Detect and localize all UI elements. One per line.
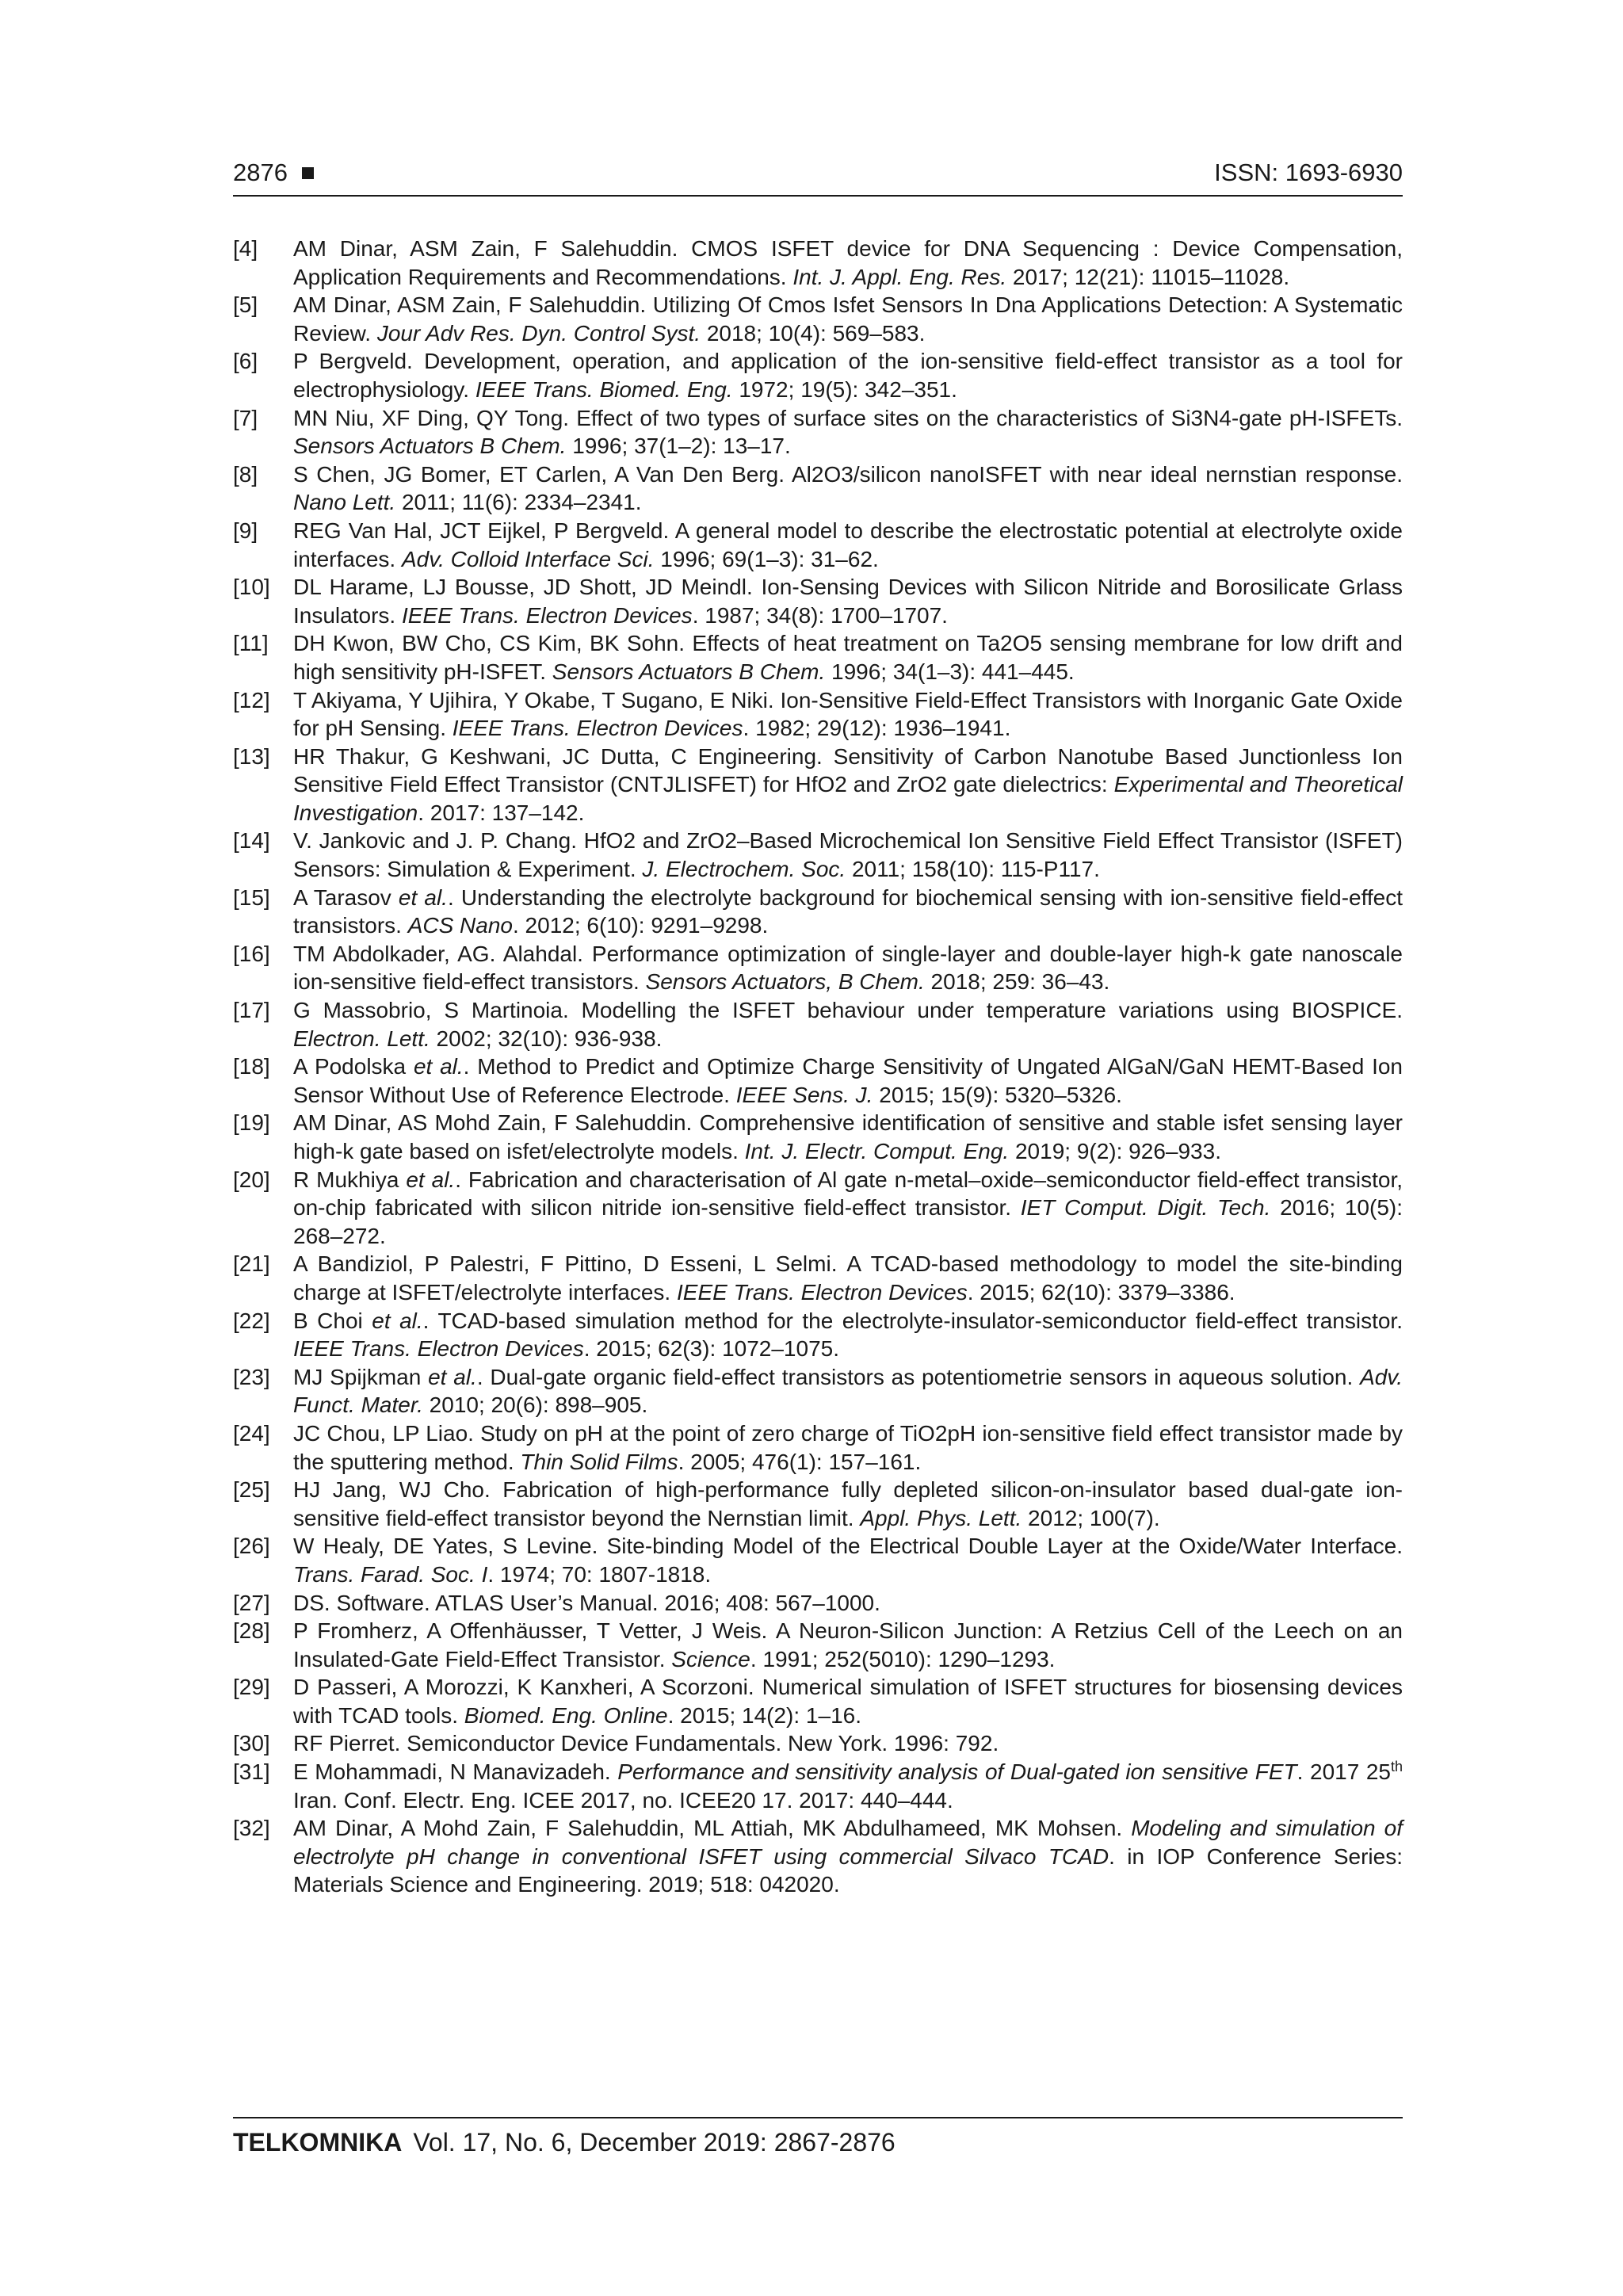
- reference-text-run: . Dual-gate organic field-effect transistors as potentiometrie sensors in aqueous solution.: [476, 1364, 1361, 1389]
- reference-italic-run: Sensors Actuators B Chem.: [552, 659, 826, 684]
- reference-text-run: P Bergveld. Development, operation, and application of the ion-sensitive field-effect transistor as a tool for electrophysiology.: [293, 349, 1403, 402]
- reference-italic-run: et al.: [398, 884, 448, 910]
- reference-text: [293, 1308, 1403, 1362]
- page-number: [233, 159, 314, 187]
- reference-italic-run: Jour Adv Res. Dyn. Control Syst.: [376, 320, 701, 346]
- reference-text-run: Iran. Conf. Electr. Eng. ICEE 2017, no. ICEE20 17. 2017: 440–444.: [293, 1787, 953, 1813]
- reference-text-run: MN Niu, XF Ding, QY Tong. Effect of two types of surface sites on the characteristics of Si3N4-gate pH-ISFETs.: [293, 405, 1403, 430]
- reference-text-run: 2010; 20(6): 898–905.: [422, 1392, 648, 1418]
- reference-text-run: 2011; 158(10): 115-P117.: [846, 857, 1100, 882]
- reference-italic-run: IEEE Trans. Electron Devices: [676, 1279, 968, 1305]
- reference-text-run: . in IOP Conference Series: Materials Science and Engineering. 2019; 518: 042020.: [293, 1843, 1403, 1897]
- reference-number: [13]: [233, 743, 270, 769]
- reference-item: [233, 827, 1403, 883]
- reference-item: [233, 1729, 1403, 1758]
- reference-italic-run: J. Electrochem. Soc.: [642, 857, 846, 882]
- reference-text-run: R Mukhiya: [293, 1167, 407, 1192]
- reference-text: [293, 1477, 1403, 1530]
- reference-italic-run: IEEE Trans. Electron Devices: [401, 602, 693, 628]
- reference-number: [8]: [233, 461, 258, 487]
- reference-text-run: . 2012; 6(10): 9291–9298.: [513, 913, 769, 938]
- reference-item: [233, 517, 1403, 573]
- reference-italic-run: Trans. Farad. Soc. I: [293, 1561, 488, 1587]
- reference-italic-run: Int. J. Appl. Eng. Res.: [792, 264, 1007, 289]
- reference-text-run: . 2015; 62(10): 3379–3386.: [967, 1279, 1235, 1305]
- reference-italic-run: et al.: [406, 1167, 456, 1192]
- reference-text: [293, 631, 1403, 684]
- reference-text-run: . 2005; 476(1): 157–161.: [678, 1449, 922, 1474]
- issn-label: ISSN: 1693-6930: [1214, 159, 1403, 186]
- reference-text-run: D Passeri, A Morozzi, K Kanxheri, A Scorzoni. Numerical simulation of ISFET structures for biosensing devices with TCAD tools.: [293, 1675, 1403, 1728]
- reference-text: [293, 942, 1403, 995]
- reference-text: [293, 1534, 1403, 1587]
- reference-text-run: 2017; 12(21): 11015–11028.: [1006, 264, 1290, 289]
- reference-item: [233, 347, 1403, 403]
- reference-text: [293, 462, 1403, 515]
- reference-item: [233, 1419, 1403, 1476]
- reference-italic-run: IEEE Sens. J.: [735, 1082, 873, 1107]
- reference-text-run: 2002; 32(10): 936-938.: [430, 1026, 663, 1051]
- reference-item: [233, 996, 1403, 1052]
- reference-number: [17]: [233, 998, 270, 1023]
- reference-text-run: T Akiyama, Y Ujihira, Y Okabe, T Sugano, E Niki. Ion-Sensitive Field-Effect Transistors with Inorganic Gate Oxide for pH Sensing.: [293, 687, 1403, 741]
- reference-text: [293, 998, 1403, 1051]
- reference-item: [233, 235, 1403, 291]
- reference-text: [293, 1816, 1403, 1897]
- page-header: [233, 155, 1403, 197]
- reference-item: [233, 940, 1403, 996]
- reference-item: [233, 1363, 1403, 1419]
- reference-text-run: HR Thakur, G Keshwani, JC Dutta, C Engineering. Sensitivity of Carbon Nanotube Based Junctionless Ion Sensitive Field Effect Transistor (CNTJLISFET) for HfO2 and ZrO2 gate dielectrics:: [293, 743, 1403, 797]
- reference-italic-run: Science: [671, 1646, 750, 1671]
- reference-italic-run: Adv. Colloid Interface Sci.: [401, 546, 655, 571]
- reference-text: [293, 575, 1403, 628]
- reference-number: [24]: [233, 1420, 270, 1446]
- reference-italic-run: Nano Lett.: [293, 490, 396, 515]
- reference-item: [233, 1532, 1403, 1588]
- reference-text-run: . 1974; 70: 1807-1818.: [487, 1561, 712, 1587]
- reference-number: [23]: [233, 1364, 270, 1389]
- reference-text-run: . Fabrication and characterisation of Al gate n-metal–oxide–semiconductor field-effect transistor, on-chip fabricated with silicon nitride ion-sensitive field-effect transistor.: [293, 1167, 1403, 1221]
- reference-number: [14]: [233, 828, 270, 854]
- reference-text-run: 2012; 100(7).: [1022, 1505, 1160, 1530]
- reference-text-run: 1972; 19(5): 342–351.: [732, 376, 957, 402]
- reference-number: [5]: [233, 292, 258, 318]
- reference-list: [233, 235, 1403, 1899]
- reference-text-run: DS. Software. ATLAS User’s Manual. 2016; 408: 567–1000.: [293, 1590, 880, 1615]
- reference-number: [30]: [233, 1731, 270, 1756]
- reference-italic-run: et al.: [428, 1364, 477, 1389]
- reference-text-run: . 2017 25: [1296, 1759, 1391, 1785]
- reference-text-run: E Mohammadi, N Manavizadeh.: [293, 1759, 618, 1785]
- reference-text: [293, 518, 1403, 571]
- reference-number: [7]: [233, 405, 258, 430]
- reference-text: [293, 1054, 1403, 1107]
- reference-text-run: 1996; 34(1–3): 441–445.: [825, 659, 1075, 684]
- reference-italic-run: Experimental and Theoretical Investigation: [293, 772, 1403, 825]
- reference-text-run: A Tarasov: [293, 884, 399, 910]
- reference-item: [233, 1052, 1403, 1109]
- reference-text-run: AM Dinar, ASM Zain, F Salehuddin. Utilizing Of Cmos Isfet Sensors In Dna Applications Detection: A Systematic Review.: [293, 292, 1403, 346]
- reference-italic-run: Modeling and simulation of electrolyte pH change in conventional ISFET using commercial Silvaco TCAD: [293, 1816, 1403, 1869]
- reference-item: [233, 1617, 1403, 1673]
- reference-text: [293, 1618, 1403, 1671]
- reference-italic-run: Sensors Actuators B Chem.: [293, 434, 567, 459]
- reference-item: [233, 686, 1403, 743]
- reference-number: [18]: [233, 1054, 270, 1079]
- reference-item: [233, 460, 1403, 517]
- reference-italic-run: Thin Solid Films: [520, 1449, 678, 1474]
- reference-text-run: 1996; 69(1–3): 31–62.: [654, 546, 879, 571]
- reference-italic-run: ACS Nano: [407, 913, 513, 938]
- reference-text: [293, 744, 1403, 825]
- reference-text-run: DH Kwon, BW Cho, CS Kim, BK Sohn. Effects of heat treatment on Ta2O5 sensing membrane for low drift and high sensitivity pH-ISFET.: [293, 631, 1403, 684]
- reference-text-run: . 2015; 14(2): 1–16.: [667, 1702, 861, 1728]
- reference-text: [293, 1421, 1403, 1474]
- reference-text-run: . 1991; 252(5010): 1290–1293.: [750, 1646, 1056, 1671]
- reference-text: [293, 349, 1403, 402]
- reference-item: [233, 1166, 1403, 1251]
- reference-text-run: AM Dinar, A Mohd Zain, F Salehuddin, ML Attiah, MK Abdulhameed, MK Mohsen.: [293, 1816, 1132, 1841]
- reference-text-run: A Podolska: [293, 1054, 414, 1079]
- reference-italic-run: Adv. Funct. Mater.: [293, 1364, 1403, 1418]
- reference-item: [233, 1476, 1403, 1532]
- reference-italic-run: Appl. Phys. Lett.: [860, 1505, 1022, 1530]
- reference-item: [233, 884, 1403, 940]
- reference-item: [233, 291, 1403, 347]
- reference-italic-run: IET Comput. Digit. Tech.: [1020, 1195, 1271, 1221]
- reference-text: [293, 1731, 999, 1755]
- reference-number: [28]: [233, 1618, 270, 1644]
- reference-text-run: 2019; 9(2): 926–933.: [1009, 1139, 1221, 1163]
- reference-text-run: V. Jankovic and J. P. Chang. HfO2 and ZrO2–Based Microchemical Ion Sensitive Field Effect Transistor (ISFET) Sensors: Simulation & Experiment.: [293, 828, 1403, 882]
- reference-italic-run: Electron. Lett.: [293, 1026, 430, 1051]
- reference-text-run: B Choi: [293, 1308, 372, 1333]
- reference-item: [233, 1758, 1403, 1814]
- reference-text-run: . 1982; 29(12): 1936–1941.: [743, 716, 1011, 741]
- reference-italic-run: Int. J. Electr. Comput. Eng.: [744, 1139, 1010, 1163]
- reference-text: [293, 1167, 1403, 1248]
- reference-text-run: AM Dinar, AS Mohd Zain, F Salehuddin. Comprehensive identification of sensitive and stable isfet sensing layer high-k gate based on isfet/electrolyte models.: [293, 1110, 1403, 1163]
- reference-text-run: G Massobrio, S Martinoia. Modelling the ISFET behaviour under temperature variations using BIOSPICE.: [293, 998, 1403, 1023]
- reference-item: [233, 1307, 1403, 1363]
- reference-text: [293, 1591, 880, 1615]
- reference-number: [19]: [233, 1110, 270, 1136]
- reference-text-run: W Healy, DE Yates, S Levine. Site-binding Model of the Electrical Double Layer at the Oxide/Water Interface.: [293, 1534, 1403, 1559]
- journal-issue-details: Vol. 17, No. 6, December 2019: 2867-2876: [413, 2128, 896, 2157]
- reference-text: [293, 1675, 1403, 1728]
- reference-italic-run: et al.: [372, 1308, 423, 1333]
- reference-item: [233, 1109, 1403, 1165]
- reference-text-run: . TCAD-based simulation method for the electrolyte-insulator-semiconductor field-effect transistor.: [422, 1308, 1403, 1333]
- reference-text-run: . Understanding the electrolyte background for biochemical sensing with ion-sensitive field-effect transistors.: [293, 884, 1403, 938]
- reference-number: [21]: [233, 1251, 270, 1277]
- reference-text-run: . 2017: 137–142.: [418, 800, 585, 825]
- reference-text-run: MJ Spijkman: [293, 1364, 429, 1389]
- reference-italic-run: Biomed. Eng. Online: [464, 1702, 668, 1728]
- reference-item: [233, 1673, 1403, 1729]
- reference-number: [29]: [233, 1675, 270, 1700]
- reference-italic-run: IEEE Trans. Electron Devices: [452, 716, 743, 741]
- reference-item: [233, 1814, 1403, 1899]
- reference-text-run: AM Dinar, ASM Zain, F Salehuddin. CMOS ISFET device for DNA Sequencing : Device Compensation, Application Requirements and Recommendations.: [293, 236, 1403, 289]
- reference-text: [293, 1110, 1403, 1163]
- reference-text: [293, 292, 1403, 346]
- reference-item: [233, 743, 1403, 827]
- reference-item: [233, 1250, 1403, 1306]
- reference-text-run: DL Harame, LJ Bousse, JD Shott, JD Meindl. Ion-Sensing Devices with Silicon Nitride and Borosilicate Grlass Insulators.: [293, 575, 1403, 628]
- reference-item: [233, 1589, 1403, 1618]
- reference-number: [32]: [233, 1816, 270, 1841]
- reference-text-run: P Fromherz, A Offenhäusser, T Vetter, J Weis. A Neuron-Silicon Junction: A Retzius Cell of the Leech on an Insulated-Gate Field-Effect Transistor.: [293, 1618, 1403, 1671]
- reference-number: [26]: [233, 1534, 270, 1559]
- reference-number: [16]: [233, 941, 270, 966]
- reference-text-run: 1996; 37(1–2): 13–17.: [566, 434, 791, 459]
- page-number-text: 2876: [233, 159, 288, 186]
- reference-superscript: th: [1390, 1759, 1403, 1775]
- reference-number: [11]: [233, 631, 269, 656]
- reference-text-run: 2018; 259: 36–43.: [924, 969, 1110, 995]
- reference-item: [233, 404, 1403, 460]
- reference-text-run: JC Chou, LP Liao. Study on pH at the point of zero charge of TiO2pH ion-sensitive field effect transistor made by the sputtering method.: [293, 1420, 1403, 1474]
- reference-text-run: 2016; 10(5): 268–272.: [293, 1195, 1403, 1248]
- reference-text: [293, 1251, 1403, 1305]
- reference-text-run: RF Pierret. Semiconductor Device Fundamentals. New York. 1996: 792.: [293, 1731, 999, 1756]
- reference-italic-run: Sensors Actuators, B Chem.: [645, 969, 925, 995]
- square-bullet-icon: [302, 167, 314, 179]
- reference-text-run: HJ Jang, WJ Cho. Fabrication of high-performance fully depleted silicon-on-insulator based dual-gate ion-sensitive field-effect transistor beyond the Nernstian limit.: [293, 1477, 1403, 1530]
- reference-italic-run: et al.: [413, 1054, 464, 1079]
- reference-text-run: TM Abdolkader, AG. Alahdal. Performance optimization of single-layer and double-layer high-k gate nanoscale ion-sensitive field-effect transistors.: [293, 941, 1403, 995]
- reference-italic-run: IEEE Trans. Electron Devices: [293, 1336, 584, 1362]
- reference-text: [293, 236, 1403, 289]
- reference-item: [233, 629, 1403, 686]
- page-footer: [233, 2117, 1403, 2157]
- reference-text-run: 2011; 11(6): 2334–2341.: [395, 490, 642, 515]
- reference-text-run: . 1987; 34(8): 1700–1707.: [692, 602, 948, 628]
- reference-text: [293, 828, 1403, 881]
- reference-number: [27]: [233, 1590, 270, 1615]
- reference-text: [293, 1365, 1403, 1418]
- reference-text-run: 2015; 15(9): 5320–5326.: [873, 1082, 1122, 1107]
- reference-text-run: S Chen, JG Bomer, ET Carlen, A Van Den Berg. Al2O3/silicon nanoISFET with near ideal nernstian response.: [293, 461, 1403, 487]
- reference-italic-run: Performance and sensitivity analysis of Dual-gated ion sensitive FET: [617, 1759, 1297, 1785]
- reference-text-run: . Method to Predict and Optimize Charge Sensitivity of Ungated AlGaN/GaN HEMT-Based Ion Sensor Without Use of Reference Electrode.: [293, 1054, 1403, 1107]
- reference-number: [31]: [233, 1759, 270, 1785]
- reference-text: [293, 688, 1403, 741]
- journal-name: TELKOMNIKA: [233, 2128, 403, 2157]
- reference-number: [22]: [233, 1308, 270, 1333]
- reference-number: [10]: [233, 575, 270, 600]
- reference-number: [15]: [233, 884, 270, 910]
- reference-italic-run: IEEE Trans. Biomed. Eng.: [475, 376, 733, 402]
- reference-text: [293, 1759, 1403, 1813]
- reference-number: [12]: [233, 687, 270, 712]
- reference-number: [20]: [233, 1167, 270, 1192]
- reference-text: [293, 406, 1403, 459]
- reference-number: [25]: [233, 1477, 270, 1503]
- reference-number: [4]: [233, 236, 258, 261]
- reference-number: [6]: [233, 349, 258, 374]
- reference-text: [293, 885, 1403, 938]
- reference-text-run: . 2015; 62(3): 1072–1075.: [583, 1336, 839, 1362]
- reference-item: [233, 573, 1403, 629]
- reference-number: [9]: [233, 518, 258, 543]
- reference-text-run: REG Van Hal, JCT Eijkel, P Bergveld. A general model to describe the electrostatic potential at electrolyte oxide interfaces.: [293, 518, 1403, 571]
- reference-text-run: A Bandiziol, P Palestri, F Pittino, D Esseni, L Selmi. A TCAD-based methodology to model the site-binding charge at ISFET/electrolyte interfaces.: [293, 1251, 1403, 1305]
- reference-text-run: 2018; 10(4): 569–583.: [701, 320, 926, 346]
